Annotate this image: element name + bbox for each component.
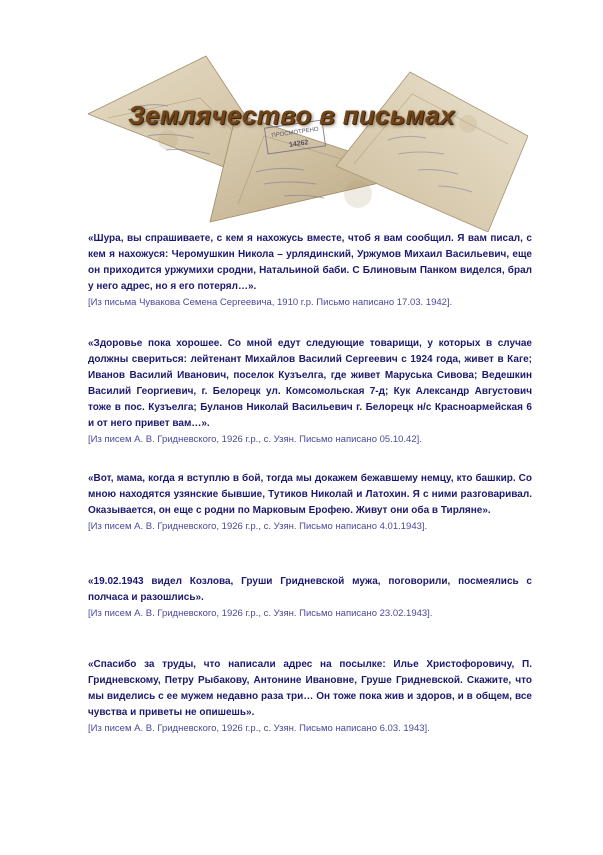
letter-excerpt-3	[88, 471, 532, 534]
letter-excerpt-1	[88, 231, 532, 310]
folded-letters-image	[88, 44, 528, 232]
letter-source: [Из писем А. В. Гридневского, 1926 г.р., с. Узян. Письмо написано 4.01.1943].	[88, 521, 428, 532]
stamp-word: ПРОСМОТРЕНО	[271, 126, 320, 140]
letter-source: [Из писем А. В. Гридневского, 1926 г.р., с. Узян. Письмо написано 23.02.1943].	[88, 608, 433, 619]
page-title: Землячество в письмах	[128, 100, 455, 130]
letter-quote: «Шура, вы спрашиваете, с кем я нахожусь вместе, чтоб я вам сообщил. Я вам писал, с кем я нахожуся: Черомушкин Никола – урлядинский, Уржумов Михаил Васильевич, еще он приходится уржумихи сродни, Натальиной баби. С Блиновым Панком виделся, брал у него адрес, но я его потерял…».	[88, 233, 532, 292]
letter-excerpt-4	[88, 574, 532, 621]
stamp-number: 14262	[288, 139, 309, 149]
letter-quote: «Вот, мама, когда я вступлю в бой, тогда мы докажем бежавшему немцу, кто башкир. Со мною находятся узянские бывшие, Тутиков Николай и Латохин. Я с ними разговаривал. Оказывается, он еще с родни по Марковым Ерофею. Живут они оба в Тирляне».	[88, 473, 532, 516]
letter-source: [Из писем А. В. Гридневского, 1926 г.р., с. Узян. Письмо написано 6.03. 1943].	[88, 723, 430, 734]
letter-source: [Из писем А. В. Гридневского, 1926 г.р., с. Узян. Письмо написано 05.10.42].	[88, 434, 422, 445]
triangle-letters-illustration	[88, 44, 528, 232]
letter-quote: «19.02.1943 видел Козлова, Груши Гридневской мужа, поговорили, посмеялись с полчаса и разошлись».	[88, 576, 532, 603]
letter-quote: «Спасибо за труды, что написали адрес на посылке: Илье Христофоровичу, П. Гридневскому, Петру Рыбакову, Антонине Ивановне, Груше Гридневской. Скажите, что мы виделись с ее мужем недавно раза три… Он тоже пока жив и здоров, и в общем, все чувства и приветы не опишешь».	[88, 659, 532, 718]
letter-excerpt-2	[88, 336, 532, 447]
letter-source: [Из письма Чувакова Семена Сергеевича, 1910 г.р. Письмо написано 17.03. 1942].	[88, 297, 453, 308]
letter-excerpt-5	[88, 657, 532, 736]
letter-quote: «Здоровье пока хорошее. Со мной едут следующие товарищи, у которых в случае должны свериться: лейтенант Михайлов Василий Сергеевич с 1924 года, живет в Каге; Иванов Василий Иванович, поселок Кузъелга, где живет Маруська Сивова; Ведешкин Василий Георгиевич, г. Белорецк ул. Комсомольская 7-д; Кук Александр Августович тоже в пос. Кузъелга; Буланов Николай Васильевич г. Белорецк н/с Красноармейская 6 и от него привет вам…».	[88, 338, 532, 429]
